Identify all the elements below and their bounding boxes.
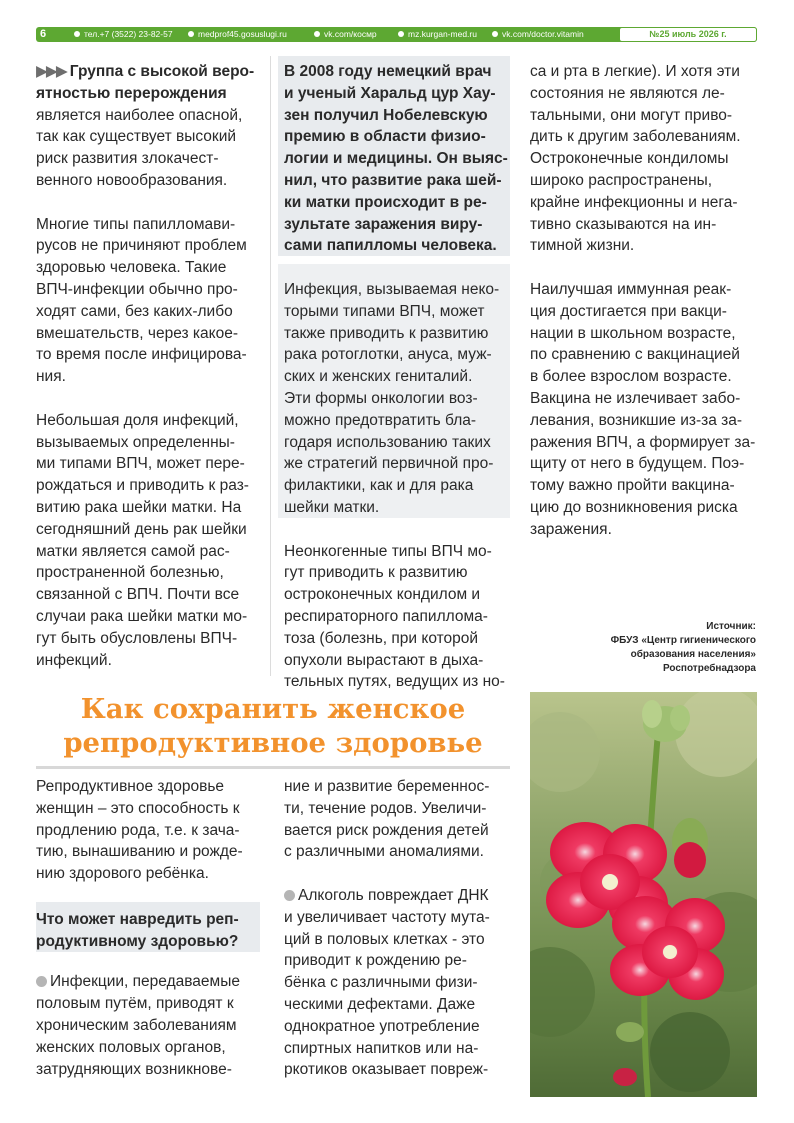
header-link-vk-kosmr[interactable] [314,27,377,42]
paragraph [36,214,261,388]
text-line: зен получил Нобелевскую [284,106,488,124]
text-line: годаря использованию таких [284,433,491,451]
header-link-vk-doctor[interactable] [492,27,584,42]
text-line: тоза (болезнь, при которой [284,629,479,647]
header-link-text[interactable]: vk.com/космр [324,29,377,39]
text-line: риск развития злокачест- [36,150,219,168]
text-line: зультате заражения виру- [284,215,483,233]
text-line: родуктивному здоровью? [36,932,239,950]
text-line-content: Инфекции, передаваемые [50,973,240,991]
text-line: ние и развитие беременнос- [284,778,490,795]
text-line: тимной жизни. [530,237,635,255]
text-line: Эти формы онкологии воз- [284,389,478,407]
title-line: Как сохранить женское [80,693,466,725]
text-line [36,971,260,993]
text-line: венного новообразования. [36,171,228,189]
text-line: Наилучшая иммунная реак- [530,280,732,298]
issue-badge: №25 июль 2026 г. [619,27,757,42]
paragraph [284,885,508,1081]
text-line: хроническим заболеваниям [36,1016,237,1034]
text-line: здоровью человека. Такие [36,259,227,277]
text-line: логии и медицины. Он выяс- [284,150,508,168]
header-bar [36,27,757,42]
text-line: ция достигается при вакци- [530,302,727,320]
page-number: 6 [40,28,47,40]
article1-column-3 [530,61,757,541]
text-line: матки является самой рас- [36,542,230,560]
paragraph [36,410,261,672]
paragraph [36,61,261,83]
text-line: ческими дефектами. Даже [284,995,476,1013]
leaf-icon [492,31,498,37]
article2-column-2 [284,776,508,1081]
text-line: пространенной болезнью, [36,564,224,582]
text-line: респираторного папиллома- [284,607,488,625]
text-line: сегодняшний день рак шейки [36,520,247,538]
text-line: сами папилломы человека. [284,237,497,255]
header-phone [74,27,173,42]
text-line: вмешательств, через какое- [36,324,239,342]
text-line: тому важно пройти вакцина- [530,477,735,495]
text-line: торыми типами ВПЧ, может [284,302,485,320]
text-line: и ученый Харальд цур Хау- [284,84,496,102]
text-line: филактики, как и для рака [284,477,474,495]
text-line: широко распространены, [530,171,713,189]
text-line: премию в области физио- [284,128,486,146]
text-line: приводит к рождению ре- [284,952,467,970]
source-line: образования населения» [630,649,756,660]
header-link-text[interactable]: mz.kurgan-med.ru [408,29,477,39]
text-line: левания, возникшие из-за за- [530,411,743,429]
text-line: тельных путях, ведущих из но- [284,673,505,691]
text-line: тивно сказываются на ин- [530,215,717,233]
text-line: инфекций. [36,651,112,669]
source-line: ФБУЗ «Центр гигиенического [610,635,756,646]
text-line: же стратегий первичной про- [284,455,494,473]
text-line: рака ротоглотки, ануса, муж- [284,346,492,364]
text-line: вызываемых определенны- [36,433,235,451]
paragraph [36,105,261,192]
highlight-text [284,61,509,257]
text-line: Многие типы папилломави- [36,215,236,233]
text-line: В 2008 году немецкий врач [284,63,492,80]
title-line: репродуктивное здоровье [63,727,483,759]
header-link-gosuslugi[interactable] [188,27,287,42]
text-line: в более взрослом возрасте. [530,368,732,386]
lead-text-bold: ятностью перерождения [36,84,227,102]
text-line: продлению рода, т.е. к зача- [36,821,240,839]
subheading [36,907,260,953]
bullet-icon [36,976,47,987]
text-line: тальными, они могут приво- [530,106,733,124]
hollyhock-photo [530,692,757,1097]
source-label: Источник: [706,621,756,632]
text-line: ций в половых клетках - это [284,930,485,948]
text-line: Остроконечные кондиломы [530,150,729,168]
text-line: то время после инфицирова- [36,346,247,364]
article2-column-1 [36,776,260,1080]
text-line: женщин – это способность к [36,799,240,817]
header-link-mz[interactable] [398,27,477,42]
text-line: можно предотвратить бла- [284,411,477,429]
text-line: Репродуктивное здоровье [36,778,225,795]
triangle-arrows-icon: ▶▶▶ [36,63,66,80]
text-line: русов не причиняют проблем [36,237,247,255]
bullet-icon [284,890,295,901]
leaf-icon [314,31,320,37]
text-line: с различными аномалиями. [284,843,484,861]
header-phone-text: тел.+7 (3522) 23-82-57 [84,29,173,39]
text-line: связанной с ВПЧ. Почти все [36,586,240,604]
text-line: са и рта в легкие). И хотя эти [530,63,740,80]
text-line: Инфекция, вызываемая неко- [284,280,500,298]
text-line: ркотиков оказывает повреж- [284,1061,489,1079]
header-link-text[interactable]: vk.com/doctor.vitamin [502,29,584,39]
paragraph [284,776,508,863]
text-line: ки матки происходит в ре- [284,193,487,211]
article1-column-1 [36,61,261,671]
text-line: нию здорового ребёнка. [36,865,209,883]
text-line: однократное употребление [284,1017,480,1035]
text-line: по сравнению с вакцинацией [530,346,740,364]
text-line: вается риск рождения детей [284,821,489,839]
paragraph [284,541,509,694]
text-line: так как существует высокий [36,128,237,146]
text-line: случаи рака шейки матки мо- [36,607,248,625]
text-line: ми типами ВПЧ, может пере- [36,455,245,473]
text-line: является наиболее опасной, [36,106,243,124]
text-line: нации в школьном возрасте, [530,324,736,342]
source-line: Роспотребнадзора [662,663,756,674]
text-line: ражения ВПЧ, а формирует за- [530,433,756,451]
text-line: витию рака шейки матки. На [36,498,242,516]
text-line: ВПЧ-инфекции обычно про- [36,280,238,298]
paragraph [284,279,509,519]
header-link-text[interactable]: medprof45.gosuslugi.ru [198,29,287,39]
leaf-icon [398,31,404,37]
text-line: ния. [36,368,66,386]
text-line: рождаться и приводить к раз- [36,477,249,495]
text-line: половым путём, приводят к [36,995,234,1013]
paragraph [36,776,260,885]
text-line: гут быть обусловлены ВПЧ- [36,629,238,647]
text-line: ских и женских гениталий. [284,368,473,386]
article1-column-2 [284,61,509,693]
text-line: состояния не являются ле- [530,84,725,102]
text-line: заражения. [530,520,612,538]
text-line: цию до возникновения риска [530,498,738,516]
paragraph [530,61,757,257]
flower-image [530,692,757,1097]
text-line: тию, вынашиванию и рожде- [36,843,243,861]
text-line: также приводить к развитию [284,324,489,342]
text-line [284,885,508,907]
source-note [506,620,756,676]
text-line: Небольшая доля инфекций, [36,411,239,429]
text-line: женских половых органов, [36,1038,226,1056]
text-line: Неонкогенные типы ВПЧ мо- [284,542,492,560]
text-line: остроконечных кондилом и [284,586,481,604]
text-line-content: Алкоголь повреждает ДНК [298,886,489,904]
text-line: бёнка с различными физи- [284,974,478,992]
text-line: нил, что развитие рака шей- [284,171,502,189]
text-line: крайне инфекционны и нега- [530,193,738,211]
text-line: ходят сами, без каких-либо [36,302,233,320]
text-line: щиту от него в будущем. Поэ- [530,455,745,473]
text-line: Что может навредить реп- [36,910,239,928]
lead-text-bold: Группа с высокой веро- [69,63,255,80]
text-line: опухоли вырастают в дыха- [284,651,484,669]
column-divider [270,56,271,676]
text-line: шейки матки. [284,498,380,516]
leaf-icon [74,31,80,37]
text-line: и увеличивает частоту мута- [284,908,490,926]
text-line: затрудняющих возникнове- [36,1060,232,1078]
text-line: спиртных напитков или на- [284,1039,479,1057]
leaf-icon [188,31,194,37]
title-underline [36,766,510,769]
text-line: гут приводить к развитию [284,564,468,582]
text-line: Вакцина не излечивает забо- [530,389,741,407]
text-line: дить к другим заболеваниям. [530,128,741,146]
paragraph [530,279,757,541]
article-title [36,692,510,760]
text-line: ти, течение родов. Увеличи- [284,799,487,817]
paragraph [36,971,260,1080]
